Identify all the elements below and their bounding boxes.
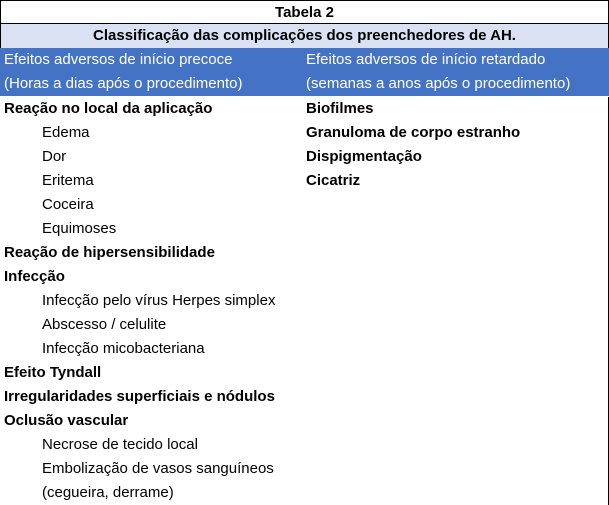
list-item: Infecção pelo vírus Herpes simplex (42, 292, 276, 309)
early-header-line1: Efeitos adversos de início precoce (4, 51, 233, 68)
late-header (306, 48, 570, 96)
list-item: Dispigmentação (306, 148, 422, 165)
list-item: Biofilmes (306, 100, 374, 117)
list-item: Necrose de tecido local (42, 436, 198, 453)
table-body (0, 97, 609, 505)
late-header-line1: Efeitos adversos de início retardado (306, 51, 546, 68)
list-item: Coceira (42, 196, 94, 213)
table-subtitle: Classificação das complicações dos preenchedores de AH. (0, 23, 609, 48)
table-title: Tabela 2 (0, 0, 609, 24)
list-item: Infecção (4, 268, 65, 285)
list-item: Edema (42, 124, 90, 141)
list-item: Embolização de vasos sanguíneos (42, 460, 274, 477)
list-item: Cicatriz (306, 172, 361, 189)
list-item: Irregularidades superficiais e nódulos (4, 388, 275, 405)
list-item: Oclusão vascular (4, 412, 129, 429)
list-item: Eritema (42, 172, 94, 189)
list-item: (cegueira, derrame) (42, 484, 174, 501)
list-item: Reação no local da aplicação (4, 100, 213, 117)
list-item: Infecção micobacteriana (42, 340, 205, 357)
early-effects-list (4, 97, 275, 505)
late-header-line2: (semanas a anos após o procedimento) (306, 75, 571, 92)
list-item: Dor (42, 148, 67, 165)
list-item: Efeito Tyndall (4, 364, 102, 381)
early-header-line2: (Horas a dias após o procedimento) (4, 75, 243, 92)
late-effects-list (306, 97, 520, 193)
list-item: Reação de hipersensibilidade (4, 244, 215, 261)
list-item: Equimoses (42, 220, 117, 237)
table-header (0, 48, 609, 96)
early-header (4, 48, 242, 96)
list-item: Abscesso / celulite (42, 316, 167, 333)
list-item: Granuloma de corpo estranho (306, 124, 521, 141)
